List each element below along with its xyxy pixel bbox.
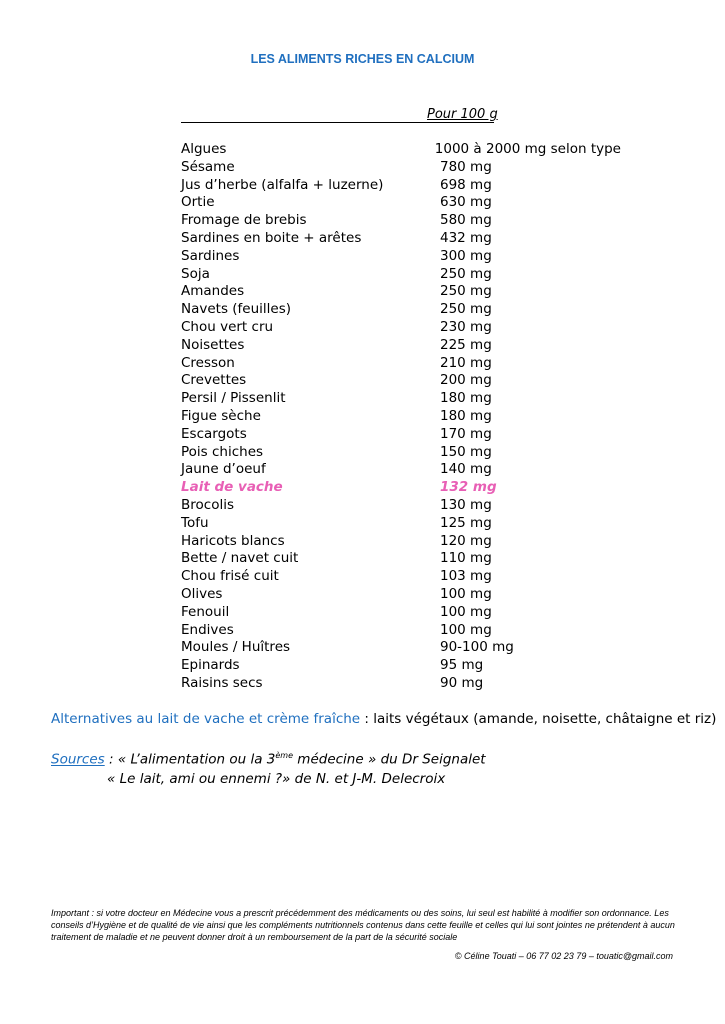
- food-name: Fenouil: [181, 603, 230, 620]
- table-row: [181, 283, 621, 301]
- food-name: Brocolis: [181, 496, 234, 513]
- table-row: [181, 194, 621, 212]
- sources-block: [51, 746, 486, 789]
- calcium-value: 130 mg: [440, 496, 492, 513]
- calcium-value: 230 mg: [440, 318, 492, 335]
- food-name: Persil / Pissenlit: [181, 390, 286, 407]
- table-row: [181, 639, 621, 657]
- calcium-value: 210 mg: [440, 354, 492, 371]
- table-row: [181, 266, 621, 284]
- table-row: [181, 248, 621, 266]
- food-name: Noisettes: [181, 336, 245, 353]
- calcium-value: 125 mg: [440, 514, 492, 531]
- calcium-value: 1000 à 2000 mg selon type: [434, 141, 621, 157]
- food-name: Jus d’herbe (alfalfa + luzerne): [181, 176, 384, 193]
- table-row: [181, 515, 621, 533]
- calcium-value: 250 mg: [440, 301, 492, 318]
- food-name: Fromage de brebis: [181, 212, 307, 229]
- table-row: [181, 319, 621, 337]
- food-name: Cresson: [181, 354, 235, 371]
- food-name: Jaune d’oeuf: [181, 461, 266, 478]
- calcium-value: 180 mg: [440, 407, 492, 424]
- food-name: Haricots blancs: [181, 532, 285, 549]
- calcium-value: 120 mg: [440, 532, 492, 549]
- calcium-value: 180 mg: [440, 390, 492, 407]
- calcium-value: 200 mg: [440, 372, 492, 389]
- calcium-value: 630 mg: [440, 194, 492, 211]
- alternatives-line: [51, 711, 716, 727]
- calcium-value: 150 mg: [440, 443, 492, 460]
- calcium-value: 90 mg: [440, 674, 484, 691]
- table-row: [181, 212, 621, 230]
- table-row: [181, 586, 621, 604]
- food-name: Moules / Huîtres: [181, 639, 291, 656]
- disclaimer-note: Important : si votre docteur en Médecine vous a prescrit précédemment des médicaments ou des soins, lui seul est habilité à modifier son ordonnance. Les conseils d’Hygiène et de qualité de vie ainsi que les compléments nutritionnels contenus dans cette feuille et celles qui lui sont jointes ne prétendent à aucun traitement de maladie et ne peuvent donner droit à un remboursement de la part de la sécurité sociale: [51, 908, 675, 942]
- food-name: Figue sèche: [181, 407, 261, 424]
- calcium-value: 100 mg: [440, 585, 492, 602]
- food-name: Chou frisé cuit: [181, 568, 279, 585]
- food-name: Sardines en boite + arêtes: [181, 229, 362, 246]
- food-name: Amandes: [181, 283, 245, 300]
- sources-label: Sources: [51, 751, 105, 768]
- table-row: [181, 622, 621, 640]
- table-row: [181, 675, 621, 693]
- calcium-value: 250 mg: [440, 265, 492, 282]
- calcium-value: 432 mg: [440, 229, 492, 246]
- calcium-value: 110 mg: [440, 550, 492, 567]
- table-row: [181, 568, 621, 586]
- food-name: Algues: [181, 141, 227, 157]
- table-row: [181, 604, 621, 622]
- source-1-prefix: : « L’alimentation ou la 3: [104, 751, 276, 768]
- calcium-value: 698 mg: [440, 176, 492, 193]
- food-name: Pois chiches: [181, 443, 264, 460]
- copyright-line: © Céline Touati – 06 77 02 23 79 – touatic@gmail.com: [454, 951, 673, 961]
- calcium-value: 170 mg: [440, 425, 492, 442]
- unit-header: Pour 100 g: [427, 107, 498, 122]
- food-name: Epinards: [181, 657, 240, 674]
- table-row: [181, 355, 621, 373]
- table-row: [181, 230, 621, 248]
- table-row: [181, 533, 621, 551]
- alternatives-text: : laits végétaux (amande, noisette, châtaigne et riz): [360, 711, 717, 727]
- calcium-value: 95 mg: [440, 657, 484, 674]
- calcium-value: 225 mg: [440, 336, 492, 353]
- food-name: Soja: [181, 265, 210, 282]
- sources-line-1: [51, 746, 486, 770]
- page-title: LES ALIMENTS RICHES EN CALCIUM: [250, 52, 475, 66]
- table-row: [181, 461, 621, 479]
- food-name: Sésame: [181, 158, 235, 175]
- calcium-value: 250 mg: [440, 283, 492, 300]
- table-row: [181, 550, 621, 568]
- table-row: [181, 657, 621, 675]
- table-row: [181, 159, 621, 177]
- calcium-value: 300 mg: [440, 247, 492, 264]
- food-name: Raisins secs: [181, 674, 263, 691]
- food-name: Chou vert cru: [181, 318, 274, 335]
- table-row: [181, 426, 621, 444]
- calcium-value: 580 mg: [440, 212, 492, 229]
- food-name: Navets (feuilles): [181, 301, 292, 318]
- food-name: Crevettes: [181, 372, 247, 389]
- food-name: Tofu: [181, 514, 209, 531]
- food-name: Lait de vache: [181, 479, 283, 496]
- calcium-value: 140 mg: [440, 461, 492, 478]
- table-row: [181, 497, 621, 515]
- table-row: [181, 301, 621, 319]
- table-row: [181, 177, 621, 195]
- calcium-value: 100 mg: [440, 603, 492, 620]
- calcium-table: [181, 141, 621, 693]
- table-row: [181, 141, 621, 159]
- alternatives-label: Alternatives au lait de vache et crème fraîche: [51, 711, 361, 727]
- sources-line-2: « Le lait, ami ou ennemi ?» de N. et J-M. Delecroix: [107, 770, 446, 787]
- calcium-value: 90-100 mg: [440, 639, 514, 656]
- food-name: Escargots: [181, 425, 247, 442]
- calcium-value: 100 mg: [440, 621, 492, 638]
- food-name: Ortie: [181, 194, 215, 211]
- calcium-value: 103 mg: [440, 568, 492, 585]
- source-1-sup: ème: [275, 751, 293, 760]
- table-row: [181, 479, 621, 497]
- table-row: [181, 408, 621, 426]
- table-row: [181, 372, 621, 390]
- food-name: Endives: [181, 621, 234, 638]
- table-row: [181, 337, 621, 355]
- calcium-value: 132 mg: [440, 479, 497, 496]
- food-name: Olives: [181, 585, 223, 602]
- food-name: Sardines: [181, 247, 240, 264]
- source-1-suffix: médecine » du Dr Seignalet: [293, 751, 486, 768]
- food-name: Bette / navet cuit: [181, 550, 299, 567]
- calcium-value: 780 mg: [440, 158, 492, 175]
- table-row: [181, 444, 621, 462]
- table-row: [181, 390, 621, 408]
